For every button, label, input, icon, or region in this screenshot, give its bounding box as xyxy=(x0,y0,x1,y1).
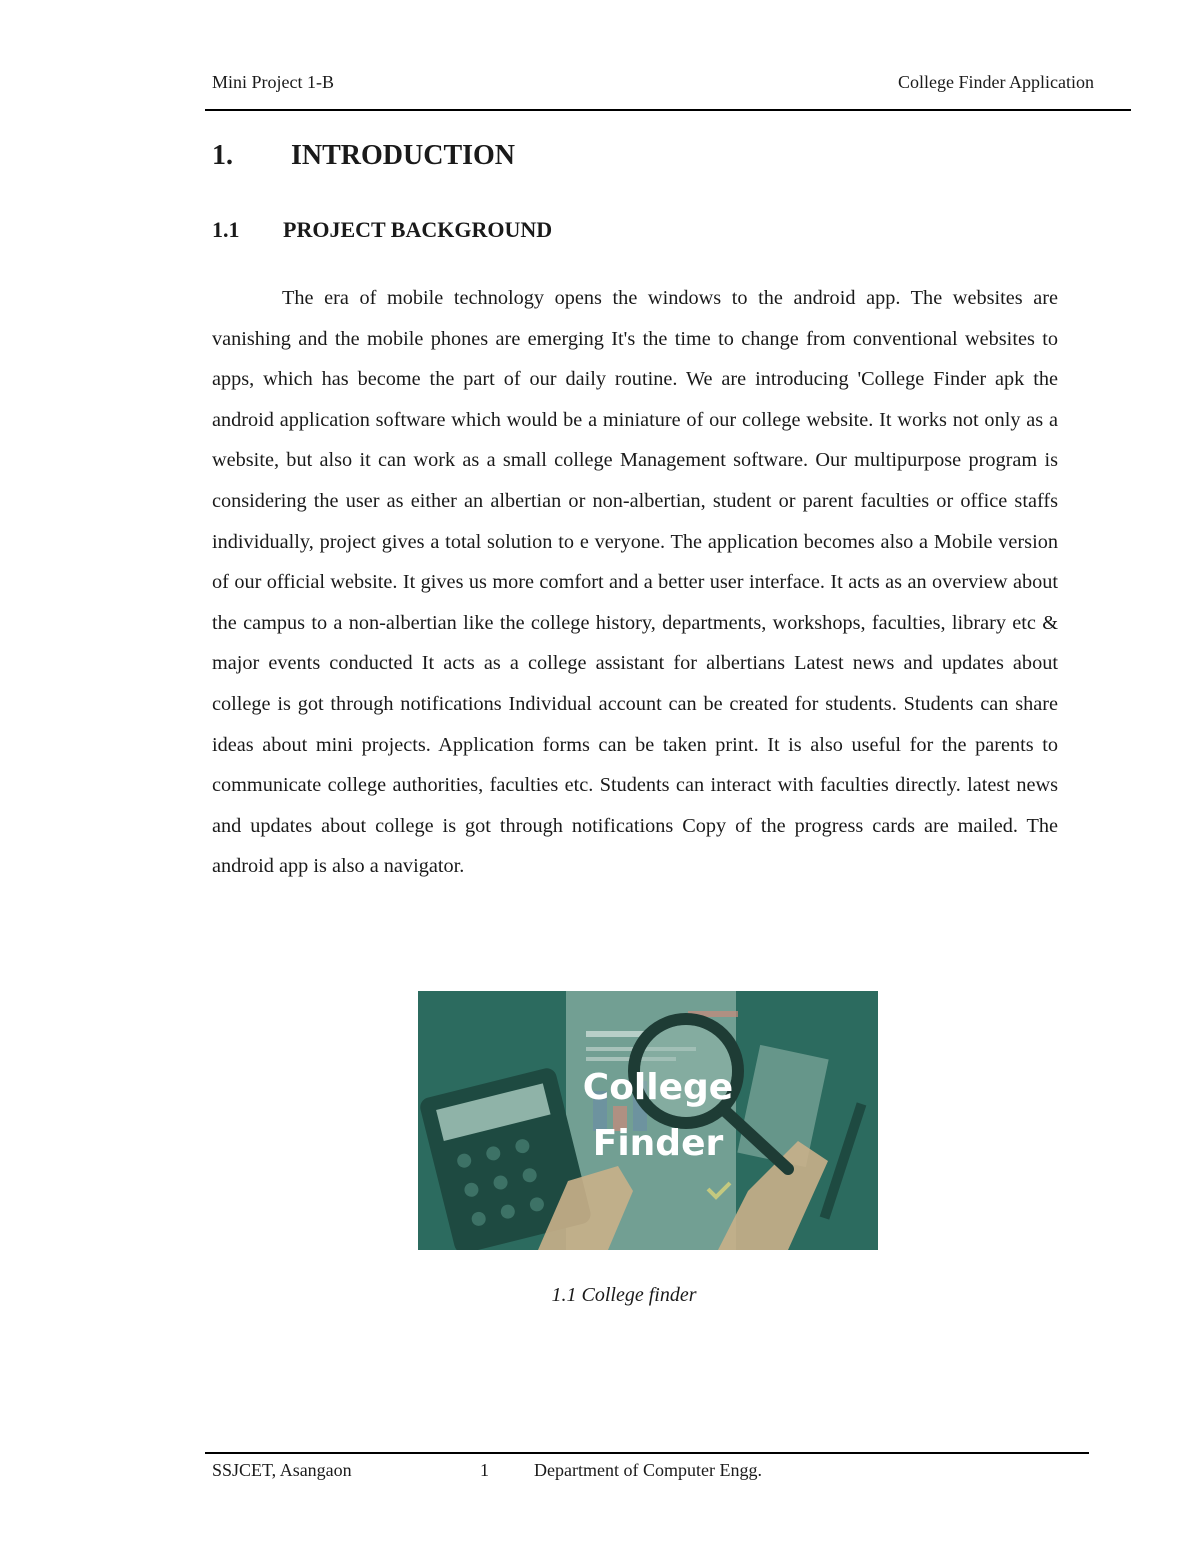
footer-page-number: 1 xyxy=(480,1460,489,1480)
header-divider xyxy=(205,109,1131,111)
college-finder-image xyxy=(418,991,878,1250)
chapter-title: INTRODUCTION xyxy=(291,140,516,171)
body-paragraph: The era of mobile technology opens the windows to the android app. The websites are vanishing and the mobile phones are emerging It's the time to change from conventional websites to apps, which has become the part of our daily routine. We are introducing 'College Finder apk the android application software which would be a miniature of our college website. It works not only as a website, but also it can work as a small college Management software. Our multipurpose program is considering the user as either an albertian or non-albertian, student or parent faculties or office staffs individually, project gives a total solution to e veryone. The application becomes also a Mobile version of our official website. It gives us more comfort and a better user interface. It acts as an overview about the campus to a non-albertian like the college history, departments, workshops, faculties, library etc & major events conducted It acts as a college assistant for albertians Latest news and updates about college is got through notifications Individual account can be created for students. Students can share ideas about mini projects. Application forms can be taken print. It is also useful for the parents to communicate college authorities, faculties etc. Students can interact with faculties directly. latest news and updates about college is got through notifications Copy of the progress cards are mailed. The android app is also a navigator. xyxy=(212,287,1058,878)
image-text-college: College xyxy=(582,1067,734,1108)
header-project-label: Mini Project 1-B xyxy=(212,72,334,92)
section-number: 1.1 xyxy=(212,217,240,242)
college-finder-illustration xyxy=(418,991,878,1250)
chapter-heading xyxy=(212,140,515,172)
header-app-title: College Finder Application xyxy=(898,72,1094,92)
chapter-number: 1. xyxy=(212,140,233,171)
page-header xyxy=(212,72,1094,102)
image-text-finder: Finder xyxy=(592,1123,724,1164)
footer-divider xyxy=(205,1452,1089,1454)
footer-department: Department of Computer Engg. xyxy=(534,1460,762,1480)
footer-institution: SSJCET, Asangaon xyxy=(212,1460,352,1480)
figure-caption: 1.1 College finder xyxy=(551,1284,697,1306)
section-heading xyxy=(212,217,552,243)
section-title: PROJECT BACKGROUND xyxy=(283,217,553,242)
